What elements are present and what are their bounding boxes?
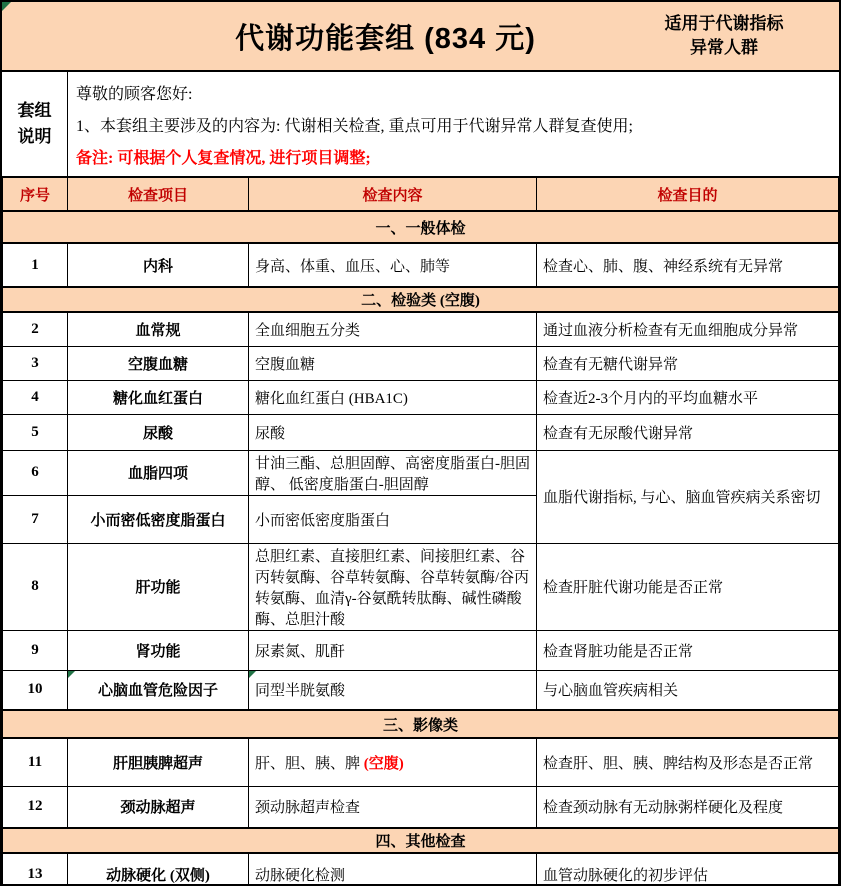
row-content: 颈动脉超声检查 [249, 786, 537, 828]
row-content: 甘油三酯、总胆固醇、高密度脂蛋白-胆固醇、 低密度脂蛋白-胆固醇 [249, 450, 537, 495]
excel-error-indicator-icon [2, 2, 11, 11]
row-purpose: 检查肝、胆、胰、脾结构及形态是否正常 [537, 738, 839, 786]
row-content-label: 同型半胱氨酸 [255, 683, 346, 700]
row-no: 4 [3, 380, 68, 414]
table-row [3, 786, 839, 828]
page-title: 代谢功能套组 (834 元) [235, 22, 536, 55]
row-content: 动脉硬化检测 [249, 853, 537, 886]
audience-note [619, 12, 839, 60]
row-project: 内科 [68, 243, 249, 287]
description-label-line-2: 说明 [17, 127, 52, 146]
table-row [3, 543, 839, 630]
row-no: 13 [3, 853, 68, 886]
row-no: 6 [3, 450, 68, 495]
row-content [249, 670, 537, 710]
section-banner-label: 三、影像类 [3, 710, 839, 738]
description-greeting: 尊敬的顾客您好: [76, 85, 193, 103]
row-content [249, 738, 537, 786]
row-no: 1 [3, 243, 68, 287]
row-purpose-merged: 血脂代谢指标, 与心、脑血管疾病关系密切 [537, 450, 839, 543]
table-row [3, 414, 839, 450]
column-header-purpose: 检查目的 [537, 178, 839, 212]
row-project: 血脂四项 [68, 450, 249, 495]
row-purpose: 检查颈动脉有无动脉粥样硬化及程度 [537, 786, 839, 828]
row-no: 3 [3, 346, 68, 380]
row-purpose: 血管动脉硬化的初步评估 [537, 853, 839, 886]
row-purpose: 检查肝脏代谢功能是否正常 [537, 543, 839, 630]
row-project: 血常规 [68, 312, 249, 346]
row-content: 全血细胞五分类 [249, 312, 537, 346]
table-row [3, 630, 839, 670]
description-label [2, 72, 68, 176]
row-no: 8 [3, 543, 68, 630]
items-table [2, 177, 839, 886]
row-content-label: 肝、胆、胰、脾 [255, 755, 361, 772]
row-no: 7 [3, 495, 68, 543]
row-purpose: 与心脑血管疾病相关 [537, 670, 839, 710]
row-project: 空腹血糖 [68, 346, 249, 380]
table-row [3, 312, 839, 346]
description-body [68, 72, 839, 176]
row-project: 糖化血红蛋白 [68, 380, 249, 414]
row-project: 小而密低密度脂蛋白 [68, 495, 249, 543]
fasting-note: (空腹) [363, 755, 404, 772]
row-content: 尿酸 [249, 414, 537, 450]
section-banner-imaging [3, 710, 839, 738]
audience-line-1: 适用于代谢指标 [664, 14, 784, 33]
column-header-no: 序号 [3, 178, 68, 212]
row-no: 9 [3, 630, 68, 670]
table-row [3, 450, 839, 495]
row-no: 2 [3, 312, 68, 346]
row-project: 肾功能 [68, 630, 249, 670]
description-label-line-1: 套组 [17, 101, 52, 120]
row-content: 身高、体重、血压、心、肺等 [249, 243, 537, 287]
row-purpose: 检查有无糖代谢异常 [537, 346, 839, 380]
row-no: 5 [3, 414, 68, 450]
row-no: 11 [3, 738, 68, 786]
row-content: 总胆红素、直接胆红素、间接胆红素、谷丙转氨酶、谷草转氨酶、谷草转氨酶/谷丙转氨酶、血清γ-谷氨酰转肽酶、碱性磷酸酶、总胆汁酸 [249, 543, 537, 630]
table-row [3, 670, 839, 710]
row-project [68, 670, 249, 710]
section-banner-other [3, 828, 839, 853]
row-project: 肝功能 [68, 543, 249, 630]
title-band [2, 2, 839, 72]
table-row [3, 243, 839, 287]
row-project: 肝胆胰脾超声 [68, 738, 249, 786]
section-banner-lab [3, 287, 839, 312]
row-purpose: 检查有无尿酸代谢异常 [537, 414, 839, 450]
table-row [3, 738, 839, 786]
row-project: 颈动脉超声 [68, 786, 249, 828]
row-purpose: 检查心、肺、腹、神经系统有无异常 [537, 243, 839, 287]
row-purpose: 检查肾脏功能是否正常 [537, 630, 839, 670]
description-line-1: 1、本套组主要涉及的内容为: 代谢相关检查, 重点可用于代谢异常人群复查使用; [76, 117, 633, 135]
audience-line-2: 异常人群 [690, 38, 758, 57]
description-note: 备注: 可根据个人复查情况, 进行项目调整; [76, 149, 371, 167]
row-no: 10 [3, 670, 68, 710]
row-no: 12 [3, 786, 68, 828]
row-purpose: 检查近2-3个月内的平均血糖水平 [537, 380, 839, 414]
column-header-project: 检查项目 [68, 178, 249, 212]
table-row [3, 346, 839, 380]
row-content: 尿素氮、肌酐 [249, 630, 537, 670]
row-content: 小而密低密度脂蛋白 [249, 495, 537, 543]
excel-error-indicator-icon [68, 671, 75, 678]
package-description [2, 72, 839, 177]
table-row [3, 380, 839, 414]
row-project: 动脉硬化 (双侧) [68, 853, 249, 886]
table-row [3, 853, 839, 886]
row-purpose: 通过血液分析检查有无血细胞成分异常 [537, 312, 839, 346]
column-header-content: 检查内容 [249, 178, 537, 212]
excel-error-indicator-icon [249, 671, 256, 678]
row-project-label: 心脑血管危险因子 [97, 683, 218, 700]
row-content: 空腹血糖 [249, 346, 537, 380]
row-project: 尿酸 [68, 414, 249, 450]
section-banner-label: 一、一般体检 [3, 211, 839, 243]
section-banner-label: 二、检验类 (空腹) [3, 287, 839, 312]
row-content: 糖化血红蛋白 (HBA1C) [249, 380, 537, 414]
section-banner-general [3, 211, 839, 243]
section-banner-label: 四、其他检查 [3, 828, 839, 853]
table-header-row [3, 178, 839, 212]
